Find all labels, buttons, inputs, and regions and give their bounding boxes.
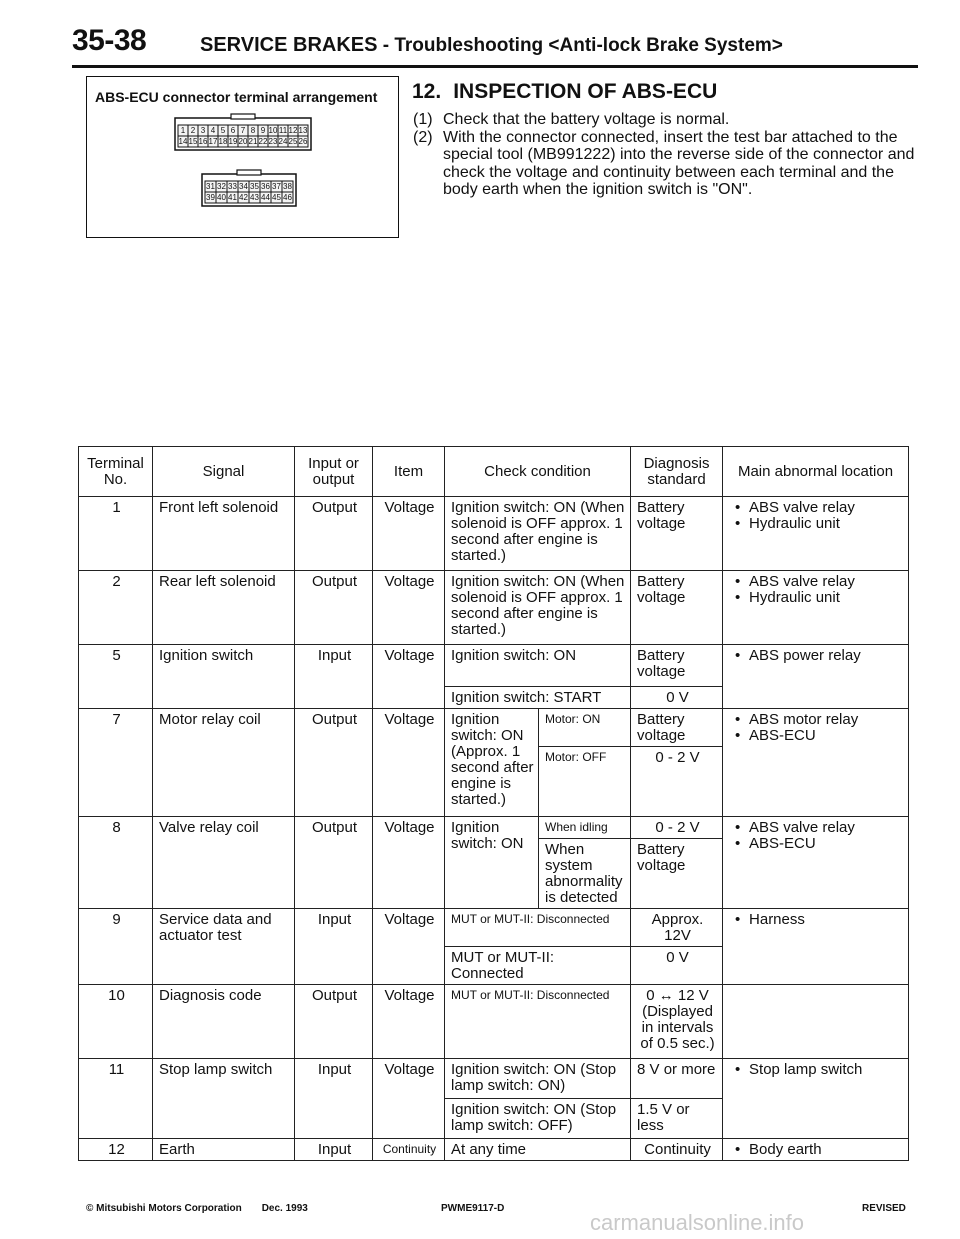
inspection-number: 12. — [412, 80, 442, 103]
table-row — [79, 1059, 909, 1099]
cell-signal: Valve relay coil — [153, 817, 295, 909]
cell-io: Output — [295, 709, 373, 817]
cell-io: Output — [295, 497, 373, 571]
cell-condition: Ignition switch: ON (Stop lamp switch: ON) — [445, 1059, 631, 1099]
cell-location — [723, 571, 909, 645]
table-row — [79, 645, 909, 687]
cell-subcondition: When system abnormality is detected — [539, 839, 631, 909]
cell-signal: Service data and actuator test — [153, 909, 295, 985]
cell-terminal: 11 — [79, 1059, 153, 1139]
footer-document-code: PWME9117-D — [441, 1203, 505, 1214]
table-header-row — [79, 447, 909, 497]
cell-condition: Ignition switch: ON — [445, 645, 631, 687]
terminal-label: 11 — [278, 126, 288, 135]
cell-item: Voltage — [373, 571, 445, 645]
table-row — [79, 497, 909, 571]
terminal-label: 10 — [268, 126, 278, 135]
terminal-label: 13 — [298, 126, 308, 135]
cell-standard: 8 V or more — [631, 1059, 723, 1099]
cell-standard: 0 - 2 V — [631, 817, 723, 839]
page-header — [72, 22, 918, 68]
terminal-label: 31 — [206, 182, 215, 191]
section-subtitle: - Troubleshooting <Anti-lock Brake System> — [382, 35, 783, 56]
header-item: Item — [373, 447, 445, 497]
location-item: • ABS-ECU — [735, 728, 904, 744]
inspection-heading — [412, 80, 717, 104]
terminal-label: 38 — [283, 182, 292, 191]
cell-location — [723, 497, 909, 571]
cell-standard: Approx. 12V — [631, 909, 723, 947]
cell-io: Output — [295, 985, 373, 1059]
header-condition: Check condition — [445, 447, 631, 497]
cell-location — [723, 1059, 909, 1139]
section-title: SERVICE BRAKES — [200, 34, 378, 56]
terminal-label: 46 — [283, 193, 292, 202]
terminal-label: 26 — [298, 137, 308, 146]
terminal-label: 24 — [278, 137, 288, 146]
step-text: With the connector connected, insert the test bar attached to the special tool (MB991222) into the reverse side of the connector and check the voltage and continuity between each terminal and the body earth when the ignition switch is "ON". — [443, 128, 915, 198]
location-item: • ABS power relay — [735, 648, 904, 664]
cell-terminal: 7 — [79, 709, 153, 817]
connector-key — [237, 170, 261, 175]
terminal-label: 43 — [250, 193, 259, 202]
cell-item: Voltage — [373, 645, 445, 709]
cell-item: Voltage — [373, 817, 445, 909]
cell-signal: Diagnosis code — [153, 985, 295, 1059]
table-row — [79, 1139, 909, 1161]
inspection-step — [413, 111, 923, 129]
cell-signal: Ignition switch — [153, 645, 295, 709]
header-standard: Diagnosis standard — [631, 447, 723, 497]
terminal-label: 12 — [288, 126, 298, 135]
table-row — [79, 817, 909, 839]
lower-connector — [202, 170, 296, 206]
location-item: • ABS-ECU — [735, 836, 904, 852]
watermark: carmanualsonline.info — [590, 1210, 805, 1235]
cell-location — [723, 909, 909, 985]
location-item: • Stop lamp switch — [735, 1062, 904, 1078]
cell-io: Input — [295, 909, 373, 985]
table-row — [79, 571, 909, 645]
terminal-label: 42 — [239, 193, 248, 202]
footer-date: Dec. 1993 — [261, 1203, 308, 1214]
cell-signal: Earth — [153, 1139, 295, 1161]
cell-terminal: 8 — [79, 817, 153, 909]
cell-item: Voltage — [373, 985, 445, 1059]
cell-standard: Battery voltage — [631, 709, 723, 747]
terminal-label: 23 — [268, 137, 278, 146]
cell-condition: Ignition switch: ON — [445, 817, 539, 909]
connector-diagram-box — [86, 76, 399, 238]
table-row — [79, 909, 909, 947]
terminal-label: 16 — [198, 137, 208, 146]
terminal-label: 14 — [178, 137, 188, 146]
location-item: • Harness — [735, 912, 904, 928]
cell-standard: 0 V — [631, 947, 723, 985]
terminal-label: 37 — [272, 182, 281, 191]
cell-terminal: 5 — [79, 645, 153, 709]
header-title — [200, 34, 783, 57]
header-io: Input or output — [295, 447, 373, 497]
cell-subcondition: Motor: OFF — [539, 747, 631, 817]
terminal-label: 41 — [228, 193, 237, 202]
cell-terminal: 2 — [79, 571, 153, 645]
terminal-label: 21 — [248, 137, 258, 146]
terminal-label: 7 — [240, 126, 246, 135]
cell-subcondition: When idling — [539, 817, 631, 839]
terminal-label: 1 — [180, 126, 186, 135]
location-item: • Body earth — [735, 1142, 904, 1158]
location-item: • ABS valve relay — [735, 500, 904, 516]
terminal-label: 19 — [228, 137, 238, 146]
connector-key — [231, 114, 255, 119]
inspection-step — [413, 129, 923, 199]
cell-standard: 0 - 2 V — [631, 747, 723, 817]
footer-revised: REVISED — [862, 1203, 906, 1214]
terminal-label: 3 — [200, 126, 206, 135]
upper-connector — [175, 114, 311, 150]
cell-standard: Battery voltage — [631, 497, 723, 571]
copyright-text: © Mitsubishi Motors Corporation — [86, 1203, 242, 1214]
cell-location — [723, 709, 909, 817]
terminal-label: 34 — [239, 182, 248, 191]
cell-location — [723, 645, 909, 709]
terminal-label: 15 — [188, 137, 198, 146]
cell-standard: Battery voltage — [631, 571, 723, 645]
location-item: • ABS valve relay — [735, 574, 904, 590]
cell-condition: MUT or MUT-II: Disconnected — [445, 909, 631, 947]
location-item: • ABS valve relay — [735, 820, 904, 836]
cell-signal: Stop lamp switch — [153, 1059, 295, 1139]
cell-item: Voltage — [373, 1059, 445, 1139]
terminal-label: 17 — [208, 137, 218, 146]
cell-standard: Battery voltage — [631, 839, 723, 909]
cell-condition: Ignition switch: ON (When solenoid is OFF approx. 1 second after engine is started.) — [445, 497, 631, 571]
terminal-label: 45 — [272, 193, 281, 202]
cell-io: Output — [295, 571, 373, 645]
connector-diagram — [87, 77, 400, 239]
cell-location — [723, 817, 909, 909]
cell-item: Voltage — [373, 909, 445, 985]
cell-item: Voltage — [373, 497, 445, 571]
cell-condition: Ignition switch: ON (Stop lamp switch: OFF) — [445, 1099, 631, 1139]
cell-standard: 1.5 V or less — [631, 1099, 723, 1139]
cell-io: Input — [295, 1059, 373, 1139]
location-item: • Hydraulic unit — [735, 590, 904, 606]
cell-item: Voltage — [373, 709, 445, 817]
terminal-label: 22 — [258, 137, 268, 146]
terminal-label: 32 — [217, 182, 226, 191]
cell-io: Input — [295, 645, 373, 709]
cell-terminal: 9 — [79, 909, 153, 985]
header-location: Main abnormal location — [723, 447, 909, 497]
terminal-label: 8 — [250, 126, 256, 135]
terminal-label: 6 — [230, 126, 236, 135]
footer-copyright — [86, 1203, 308, 1214]
step-marker: (2) — [413, 128, 433, 146]
inspection-title: INSPECTION OF ABS-ECU — [453, 80, 718, 103]
page-number: 35-38 — [72, 24, 147, 57]
terminal-label: 33 — [228, 182, 237, 191]
location-item: • Hydraulic unit — [735, 516, 904, 532]
cell-standard: 0 ↔ 12 V (Displayed in intervals of 0.5 sec.) — [631, 985, 723, 1059]
cell-standard: Continuity — [631, 1139, 723, 1161]
location-item: • ABS motor relay — [735, 712, 904, 728]
terminal-label: 40 — [217, 193, 226, 202]
cell-subcondition: Motor: ON — [539, 709, 631, 747]
cell-io: Input — [295, 1139, 373, 1161]
terminal-label: 18 — [218, 137, 228, 146]
cell-io: Output — [295, 817, 373, 909]
terminal-label: 9 — [260, 126, 266, 135]
cell-condition: Ignition switch: ON (When solenoid is OFF approx. 1 second after engine is started.) — [445, 571, 631, 645]
table-row — [79, 985, 909, 1059]
terminal-label: 44 — [261, 193, 270, 202]
cell-condition: At any time — [445, 1139, 631, 1161]
cell-terminal: 12 — [79, 1139, 153, 1161]
step-text: Check that the battery voltage is normal. — [443, 111, 730, 128]
cell-location — [723, 1139, 909, 1161]
terminal-label: 35 — [250, 182, 259, 191]
cell-signal: Motor relay coil — [153, 709, 295, 817]
abs-ecu-inspection-table — [78, 446, 909, 1161]
inspection-steps — [413, 111, 923, 199]
cell-standard: 0 V — [631, 687, 723, 709]
cell-terminal: 1 — [79, 497, 153, 571]
terminal-label: 25 — [288, 137, 298, 146]
terminal-label: 2 — [190, 126, 196, 135]
step-marker: (1) — [413, 111, 433, 128]
header-signal: Signal — [153, 447, 295, 497]
cell-standard: Battery voltage — [631, 645, 723, 687]
cell-condition: MUT or MUT-II: Connected — [445, 947, 631, 985]
cell-signal: Front left solenoid — [153, 497, 295, 571]
terminal-label: 36 — [261, 182, 270, 191]
cell-item: Continuity — [373, 1139, 445, 1161]
cell-terminal: 10 — [79, 985, 153, 1059]
connector-diagram-title: ABS-ECU connector terminal arrangement — [95, 89, 378, 105]
terminal-label: 5 — [220, 126, 226, 135]
cell-signal: Rear left solenoid — [153, 571, 295, 645]
terminal-label: 39 — [206, 193, 215, 202]
cell-condition: MUT or MUT-II: Disconnected — [445, 985, 631, 1059]
cell-condition: Ignition switch: ON (Approx. 1 second after engine is started.) — [445, 709, 539, 817]
terminal-label: 4 — [210, 126, 216, 135]
header-terminal: Terminal No. — [79, 447, 153, 497]
terminal-label: 20 — [238, 137, 248, 146]
cell-location — [723, 985, 909, 1059]
cell-condition: Ignition switch: START — [445, 687, 631, 709]
table-row — [79, 709, 909, 747]
